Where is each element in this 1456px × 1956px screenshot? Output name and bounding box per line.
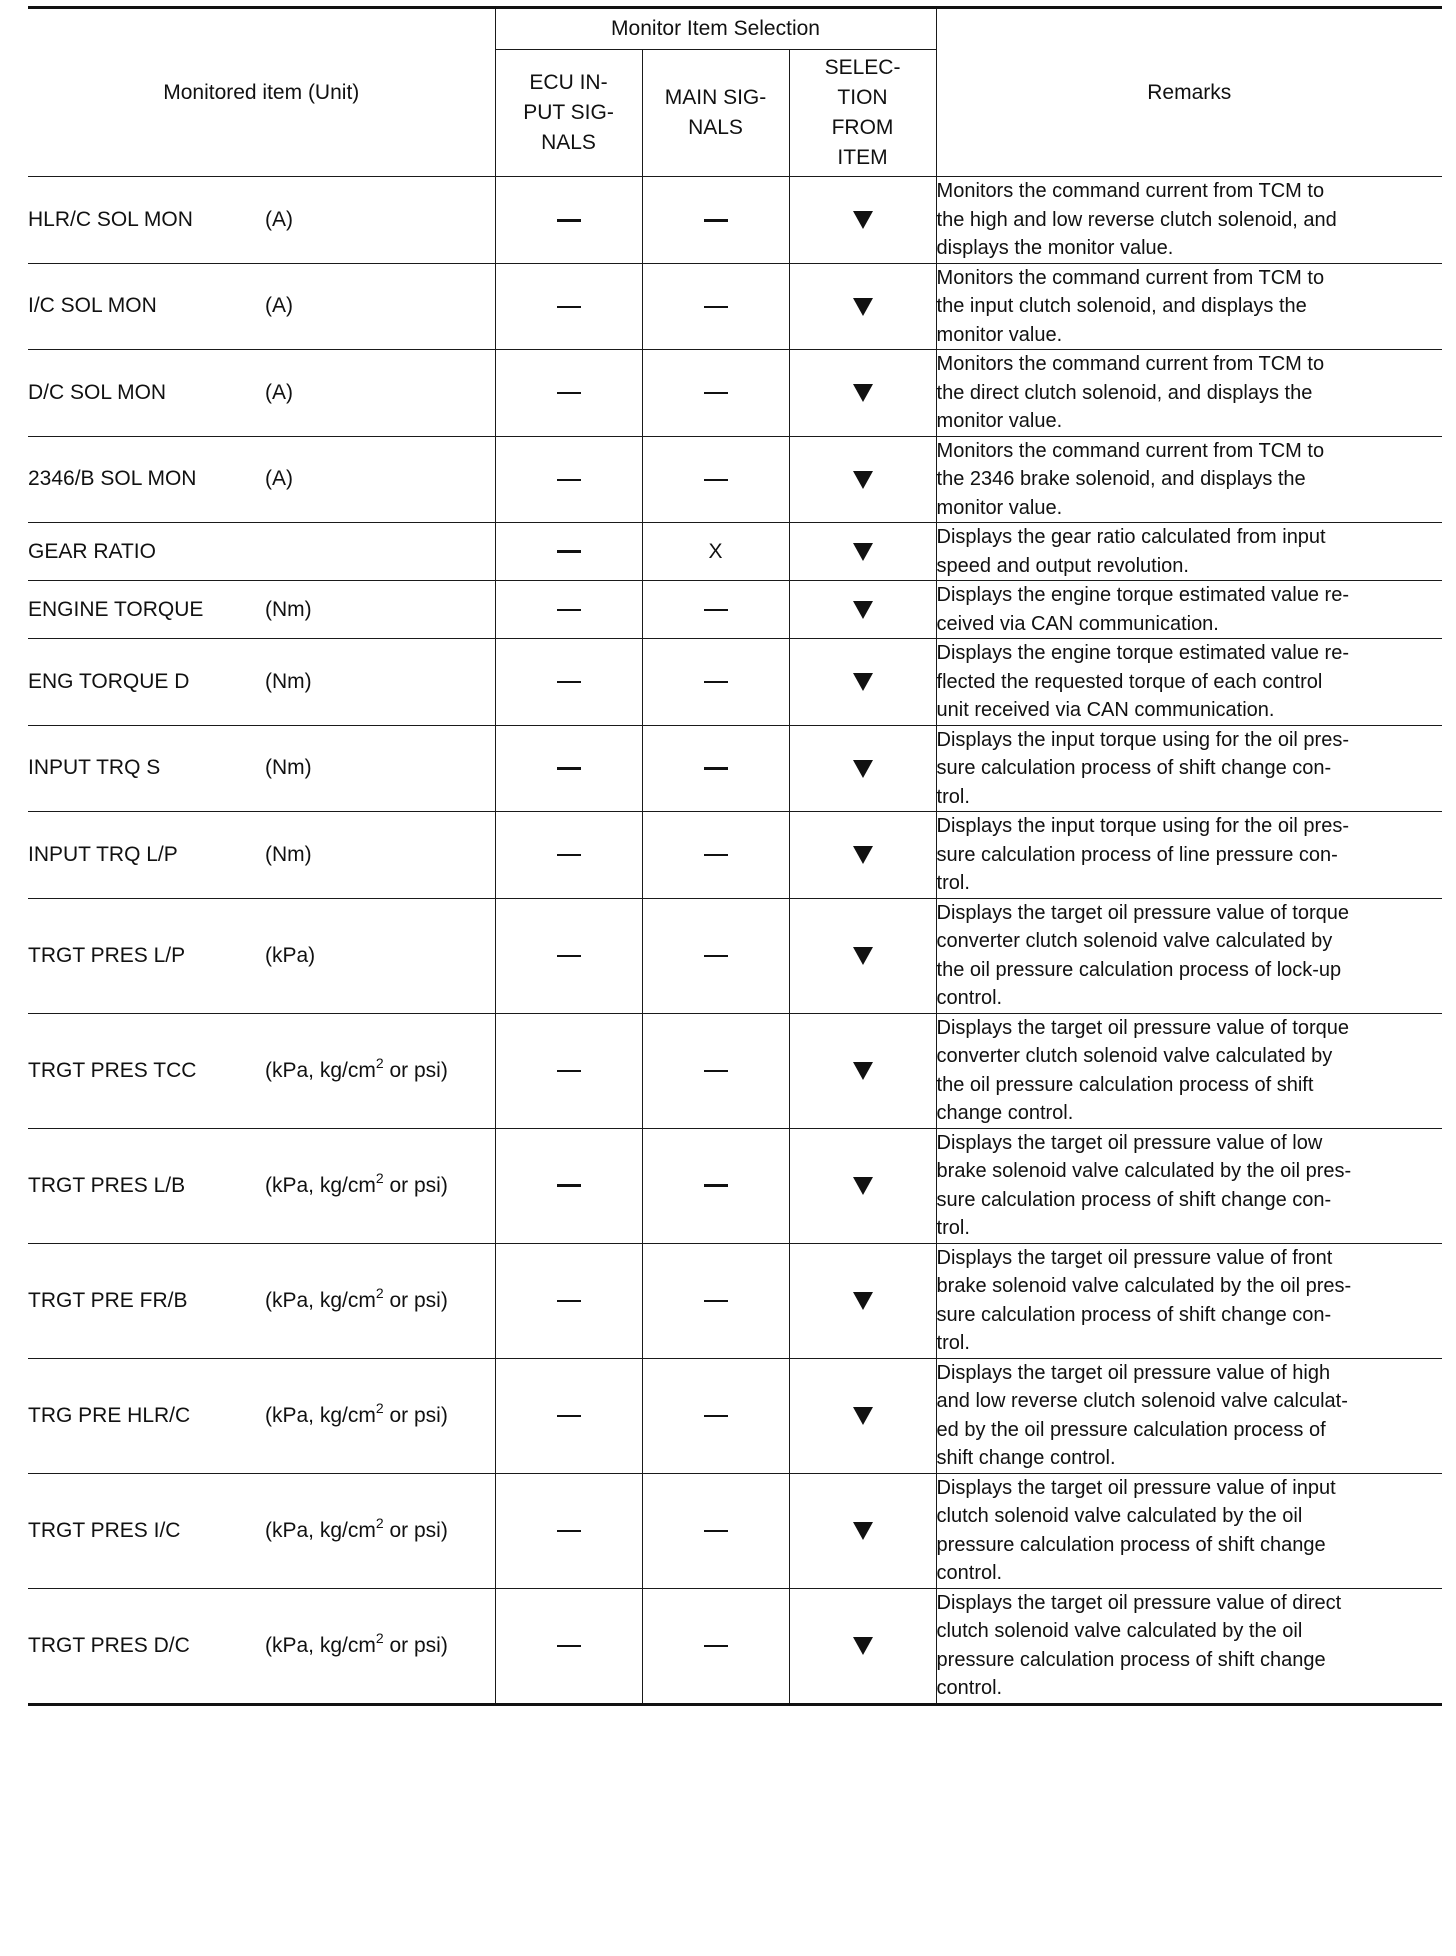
main-cell [642,350,789,437]
remarks-line: and low reverse clutch solenoid valve calculat- [936,1390,1348,1412]
table-row [28,1013,1442,1128]
dash-icon [557,306,581,308]
remarks-line: Displays the target oil pressure value of input [936,1476,1336,1499]
remarks-line: the 2346 brake solenoid, and displays the [936,468,1306,490]
remarks-line: ed by the oil pressure calculation process of [936,1418,1326,1441]
item-unit: (A) [265,380,293,404]
remarks-line: trol. [936,872,970,894]
item-unit: (kPa, $kg/cm^2$ or psi) [265,1629,448,1657]
down-triangle-icon [853,1522,873,1540]
remarks-cell [936,812,1442,899]
monitored-item-cell [28,581,495,639]
down-triangle-icon [853,947,873,965]
remarks-cell [936,263,1442,350]
down-triangle-icon [853,471,873,489]
dash-icon [704,854,728,856]
selection-cell [789,1243,936,1358]
monitored-item-cell [28,523,495,581]
remarks-line: the input clutch solenoid, and displays the [936,295,1307,317]
ecu-cell [495,177,642,264]
monitored-item-cell [28,812,495,899]
dash-icon [704,681,728,683]
header-remarks: Remarks [936,8,1442,177]
header-selection-from-item: SELEC- TION FROM ITEM [789,50,936,177]
remarks-line: Monitors the command current from TCM to [936,439,1325,462]
x-mark: X [708,539,723,563]
main-cell [642,1128,789,1243]
remarks-line: flected the requested torque of each control [936,670,1323,693]
selection-cell [789,812,936,899]
monitored-item-cell [28,177,495,264]
dash-icon [557,392,581,394]
dash-icon [704,219,728,222]
monitored-item-cell [28,350,495,437]
remarks-line: Monitors the command current from TCM to [936,353,1325,375]
ecu-cell [495,436,642,523]
item-unit: (kPa, $kg/cm^2$ or psi) [265,1399,448,1427]
monitor-item-table [28,6,1442,1706]
dash-icon [557,767,581,770]
selection-cell [789,1588,936,1704]
remarks-line: Displays the target oil pressure value of torque [936,1016,1349,1039]
remarks-line: trol. [936,1217,970,1239]
remarks-line: control. [936,1677,1003,1699]
remarks-line: control. [936,1562,1003,1584]
down-triangle-icon [853,543,873,561]
table-row [28,725,1442,812]
item-name: TRGT PRES L/P [28,943,186,967]
table-row [28,177,1442,264]
item-name: ENGINE TORQUE [28,597,204,621]
main-cell [642,581,789,639]
main-cell [642,436,789,523]
remarks-cell [936,1473,1442,1588]
remarks-line: Displays the target oil pressure value of high [936,1361,1331,1384]
remarks-cell [936,350,1442,437]
main-cell [642,898,789,1013]
remarks-line: sure calculation process of shift change con- [936,1188,1332,1211]
main-cell [642,1013,789,1128]
ecu-cell [495,639,642,726]
dash-icon [704,1645,728,1647]
item-name: TRGT PRES D/C [28,1633,190,1657]
remarks-line: trol. [936,1332,970,1354]
item-unit: (Nm) [265,756,312,780]
main-cell [642,263,789,350]
dash-icon [557,1184,581,1187]
down-triangle-icon [853,1062,873,1080]
monitored-item-cell [28,639,495,726]
remarks-cell [936,436,1442,523]
monitored-item-cell [28,1358,495,1473]
remarks-cell [936,639,1442,726]
monitored-item-cell [28,1128,495,1243]
item-name: INPUT TRQ L/P [28,842,178,866]
remarks-line: sure calculation process of line pressure con- [936,843,1338,866]
item-name: I/C SOL MON [28,294,157,318]
ecu-cell [495,1588,642,1704]
dash-icon [557,219,581,222]
dash-icon [704,955,728,957]
remarks-cell [936,898,1442,1013]
dash-icon [704,479,728,481]
item-name: TRGT PRE FR/B [28,1288,188,1312]
table-row [28,1128,1442,1243]
ecu-cell [495,263,642,350]
dash-icon [704,392,728,394]
remarks-line: sure calculation process of shift change con- [936,1303,1332,1326]
monitored-item-cell [28,1013,495,1128]
remarks-cell [936,1358,1442,1473]
table-row [28,1243,1442,1358]
selection-cell [789,350,936,437]
item-unit: (Nm) [265,597,312,621]
main-cell [642,725,789,812]
item-unit: (kPa, $kg/cm^2$ or psi) [265,1514,448,1542]
selection-cell [789,898,936,1013]
main-cell [642,1243,789,1358]
selection-cell [789,581,936,639]
main-cell [642,177,789,264]
remarks-line: change control. [936,1102,1074,1124]
dash-icon [557,1415,581,1417]
remarks-cell [936,1243,1442,1358]
remarks-line: pressure calculation process of shift change [936,1648,1326,1671]
item-name: 2346/B SOL MON [28,467,197,491]
remarks-line: Displays the gear ratio calculated from input [936,526,1326,548]
down-triangle-icon [853,601,873,619]
monitored-item-cell [28,436,495,523]
remarks-cell [936,177,1442,264]
table-row [28,350,1442,437]
remarks-line: converter clutch solenoid valve calculated by [936,1045,1333,1067]
ecu-cell [495,350,642,437]
table-row [28,263,1442,350]
remarks-line: Displays the target oil pressure value of low [936,1131,1323,1154]
monitored-item-cell [28,1243,495,1358]
main-cell [642,812,789,899]
remarks-line: Displays the input torque using for the oil pres- [936,815,1349,837]
remarks-line: brake solenoid valve calculated by the oil pres- [936,1275,1352,1297]
remarks-line: unit received via CAN communication. [936,699,1275,721]
header-main-signals: MAIN SIG- NALS [642,50,789,177]
down-triangle-icon [853,673,873,691]
remarks-line: Monitors the command current from TCM to [936,180,1325,202]
remarks-line: converter clutch solenoid valve calculated by [936,930,1333,952]
table-row [28,523,1442,581]
remarks-line: trol. [936,785,970,808]
item-name: TRG PRE HLR/C [28,1403,191,1427]
selection-cell [789,725,936,812]
dash-icon [704,767,728,770]
monitored-item-cell [28,1588,495,1704]
down-triangle-icon [853,1292,873,1310]
main-cell [642,1358,789,1473]
monitored-item-cell [28,263,495,350]
dash-icon [557,1645,581,1647]
ecu-cell [495,1473,642,1588]
ecu-cell [495,581,642,639]
monitored-item-cell [28,1473,495,1588]
table-row [28,812,1442,899]
dash-icon [557,479,581,481]
remarks-line: displays the monitor value. [936,237,1174,259]
remarks-line: Displays the target oil pressure value of direct [936,1591,1342,1614]
down-triangle-icon [853,1637,873,1655]
selection-cell [789,523,936,581]
selection-cell [789,263,936,350]
selection-cell [789,436,936,523]
ecu-cell [495,725,642,812]
remarks-line: sure calculation process of shift change con- [936,757,1332,779]
main-cell [642,1588,789,1704]
item-unit: (A) [265,467,293,491]
remarks-line: Displays the input torque using for the oil pres- [936,728,1349,751]
item-name: TRGT PRES TCC [28,1058,197,1082]
item-name: HLR/C SOL MON [28,207,193,231]
dash-icon [557,854,581,856]
item-unit: (kPa) [265,943,316,967]
table-row [28,1358,1442,1473]
ecu-cell [495,1128,642,1243]
remarks-line: the high and low reverse clutch solenoid, and [936,208,1337,231]
remarks-line: clutch solenoid valve calculated by the oil [936,1620,1303,1642]
down-triangle-icon [853,846,873,864]
remarks-line: monitor value. [936,496,1063,519]
remarks-cell [936,1588,1442,1704]
ecu-cell [495,1243,642,1358]
table-row [28,1473,1442,1588]
dash-icon [704,306,728,308]
monitored-item-cell [28,898,495,1013]
item-name: INPUT TRQ S [28,756,161,780]
remarks-cell [936,523,1442,581]
item-name: TRGT PRES L/B [28,1173,186,1197]
down-triangle-icon [853,211,873,229]
dash-icon [557,955,581,957]
header-ecu-input-signals: ECU IN- PUT SIG- NALS [495,50,642,177]
item-unit: (Nm) [265,842,312,866]
down-triangle-icon [853,760,873,778]
dash-icon [704,609,728,611]
table-row [28,1588,1442,1704]
selection-cell [789,1358,936,1473]
item-unit: (Nm) [265,669,312,693]
ecu-cell [495,1013,642,1128]
dash-icon [704,1300,728,1302]
dash-icon [704,1530,728,1532]
dash-icon [704,1184,728,1187]
main-cell [642,639,789,726]
remarks-line: the oil pressure calculation process of shift [936,1073,1314,1096]
selection-cell [789,177,936,264]
ecu-cell [495,523,642,581]
remarks-line: the oil pressure calculation process of lock-up [936,958,1342,981]
selection-cell [789,1013,936,1128]
item-unit: (A) [265,294,293,318]
remarks-line: control. [936,987,1003,1009]
item-name: GEAR RATIO [28,539,156,563]
dash-icon [557,1300,581,1302]
remarks-line: monitor value. [936,410,1063,432]
item-unit: (kPa, $kg/cm^2$ or psi) [265,1169,448,1197]
remarks-line: speed and output revolution. [936,554,1189,577]
down-triangle-icon [853,298,873,316]
remarks-line: Displays the engine torque estimated value re- [936,584,1349,606]
remarks-line: monitor value. [936,323,1063,346]
ecu-cell [495,1358,642,1473]
item-name: ENG TORQUE D [28,669,190,693]
remarks-line: Monitors the command current from TCM to [936,266,1325,289]
selection-cell [789,639,936,726]
header-monitor-item-selection: Monitor Item Selection [495,8,936,50]
down-triangle-icon [853,1407,873,1425]
item-unit: (kPa, $kg/cm^2$ or psi) [265,1054,448,1082]
table-body [28,177,1442,1705]
remarks-cell [936,581,1442,639]
ecu-cell [495,898,642,1013]
remarks-line: clutch solenoid valve calculated by the oil [936,1505,1303,1527]
table-row [28,898,1442,1013]
dash-icon [557,609,581,611]
table-row [28,436,1442,523]
dash-icon [557,1070,581,1072]
monitored-item-cell [28,725,495,812]
remarks-cell [936,1128,1442,1243]
down-triangle-icon [853,384,873,402]
remarks-line: Displays the engine torque estimated value re- [936,642,1349,664]
dash-icon [557,550,581,553]
remarks-cell [936,1013,1442,1128]
selection-cell [789,1473,936,1588]
item-name: D/C SOL MON [28,380,167,404]
remarks-line: Displays the target oil pressure value of front [936,1246,1333,1269]
main-cell [642,523,789,581]
table-row [28,639,1442,726]
dash-icon [557,681,581,683]
remarks-line: the direct clutch solenoid, and displays the [936,381,1313,404]
item-name: TRGT PRES I/C [28,1518,181,1542]
remarks-line: brake solenoid valve calculated by the oil pres- [936,1160,1352,1182]
selection-cell [789,1128,936,1243]
remarks-line: shift change control. [936,1447,1116,1469]
down-triangle-icon [853,1177,873,1195]
remarks-line: Displays the target oil pressure value of torque [936,901,1349,924]
table-row [28,581,1442,639]
header-monitored-item: Monitored item (Unit) [28,8,495,177]
dash-icon [704,1415,728,1417]
item-unit: (kPa, $kg/cm^2$ or psi) [265,1284,448,1312]
dash-icon [704,1070,728,1072]
ecu-cell [495,812,642,899]
item-unit: (A) [265,207,293,231]
main-cell [642,1473,789,1588]
remarks-cell [936,725,1442,812]
remarks-line: ceived via CAN communication. [936,612,1219,635]
remarks-line: pressure calculation process of shift change [936,1533,1326,1556]
dash-icon [557,1530,581,1532]
